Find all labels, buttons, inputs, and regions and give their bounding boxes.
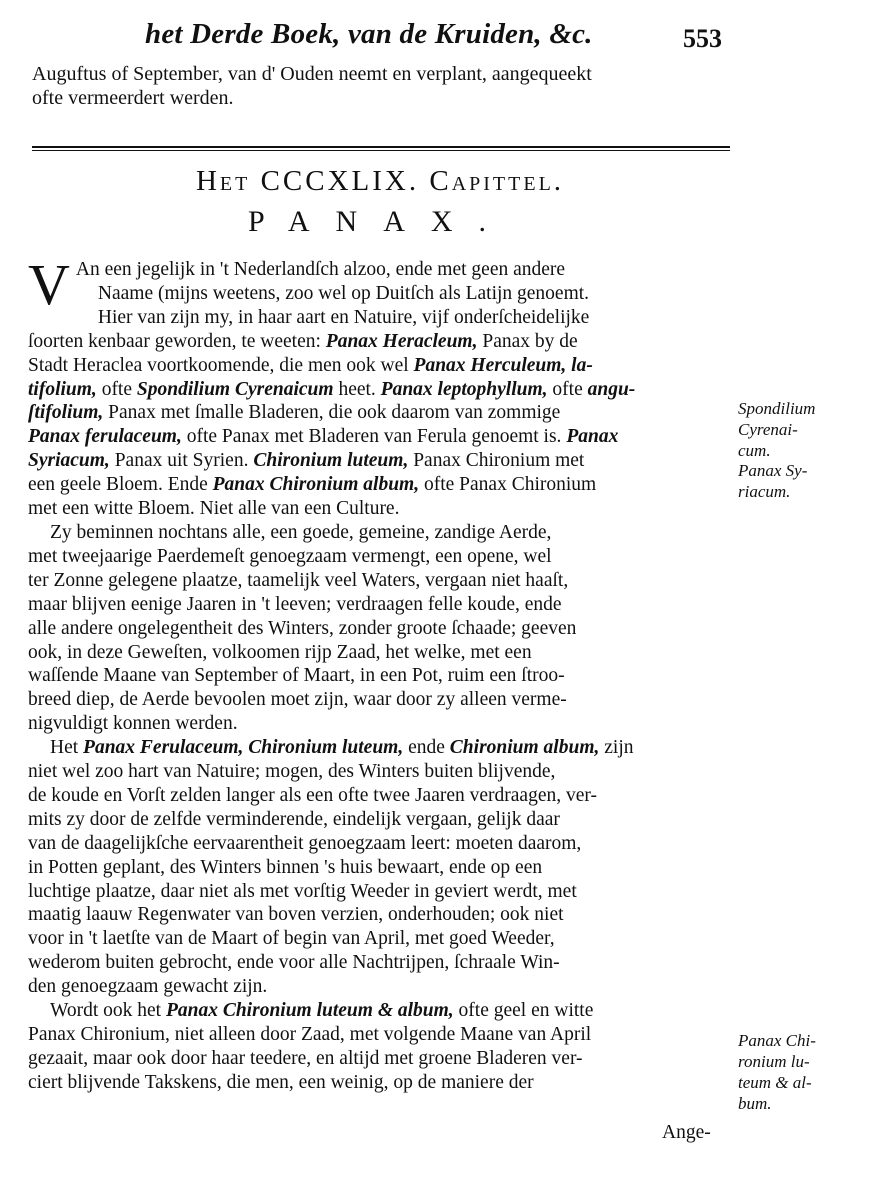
text-line: Naame (mijns weetens, zoo wel op Duitſch als Latijn genoemt. <box>97 282 590 304</box>
latin-name: Panax Chironium luteum & album, <box>165 1000 454 1022</box>
margin-note-line: Panax Chi- <box>738 1031 816 1050</box>
text-line: voor in 't laetſte van de Maart of begin van April, met goed Weeder, <box>28 928 555 950</box>
margin-note-line: bum. <box>738 1094 772 1113</box>
margin-note-chironium <box>738 1030 868 1114</box>
text-line: Syriacum, Panax uit Syrien. Chironium luteum, Panax Chironium met <box>28 450 585 472</box>
text-line: breed diep, de Aerde bevoolen moet zijn, waar door zy alleen verme- <box>28 689 567 711</box>
margin-note-line: Spondilium <box>738 399 816 418</box>
catchword: Ange- <box>662 1122 711 1143</box>
latin-name: Chironium luteum, <box>253 450 409 472</box>
margin-note-line: cum. <box>738 441 771 460</box>
latin-name: Panax Heracleum, <box>325 330 478 352</box>
latin-name: Spondilium Cyrenaicum <box>136 378 334 400</box>
page-number: 553 <box>683 24 722 53</box>
text-line: met tweejaarige Paerdemeſt genoegzaam vermengt, een opene, wel <box>28 545 552 567</box>
latin-name: ſtifolium, <box>28 402 104 424</box>
text-line: van de daagelijkſche eervaarentheit genoegzaam leert: moeten daarom, <box>28 832 582 854</box>
latin-name: Panax Ferulaceum, Chironium luteum, <box>83 737 404 759</box>
margin-note-line: Panax Sy- <box>738 461 808 480</box>
margin-note-line: ronium lu- <box>738 1052 810 1071</box>
text-line: ſoorten kenbaar geworden, te weeten: Panax Heracleum, Panax by de <box>28 330 578 352</box>
text-line: alle andere ongelegentheit des Winters, zonder groote ſchaade; geeven <box>28 617 577 639</box>
text-line: Zy beminnen nochtans alle, een goede, gemeine, zandige Aerde, <box>50 521 552 543</box>
margin-note-spondilium <box>738 398 868 461</box>
text-line: luchtige plaatze, daar niet als met vorſtig Weeder in geviert werdt, met <box>28 880 577 902</box>
text-line: tifolium, ofte Spondilium Cyrenaicum heet. Panax leptophyllum, ofte angu- <box>28 378 636 400</box>
text-line: Stadt Heraclea voortkoomende, die men ook wel Panax Herculeum, la- <box>28 354 593 376</box>
latin-name: Panax Chironium album, <box>212 474 420 496</box>
text-line: den genoegzaam gewacht zijn. <box>28 976 268 998</box>
carryover-line: ofte vermeerdert werden. <box>32 87 234 109</box>
text-line: met een witte Bloem. Niet alle van een Culture. <box>28 498 400 520</box>
text-line: Panax Chironium, niet alleen door Zaad, met volgende Maane van April <box>28 1024 592 1045</box>
drop-cap: V <box>28 252 70 317</box>
text-line: mits zy door de zelfde verminderende, eindelijk vergaan, gelijk daar <box>28 808 560 830</box>
text-line: Panax ferulaceum, ofte Panax met Bladeren van Ferula genoemt is. Panax <box>28 426 619 448</box>
text-line: Hier van zijn my, in haar aart en Natuire, vijf onderſcheidelijke <box>97 306 590 328</box>
carryover-line: Auguftus of September, van d' Ouden neemt en verplant, aangequeekt <box>32 63 592 85</box>
carryover-text <box>32 62 732 110</box>
text-line: ook, in deze Geweſten, volkoomen rijp Zaad, het welke, met een <box>28 641 532 663</box>
divider-rule <box>32 146 730 148</box>
divider-rule-thin <box>32 150 730 151</box>
text-line: in Potten geplant, des Winters binnen 's huis bewaart, ende op een <box>28 856 543 878</box>
margin-note-line: Cyrenai- <box>738 420 798 439</box>
latin-name: tifolium, <box>28 378 97 400</box>
text-line: niet wel zoo hart van Natuire; mogen, des Winters buiten blijvende, <box>28 761 556 783</box>
margin-note-line: teum & al- <box>738 1073 812 1092</box>
latin-name: Chironium album, <box>449 737 600 759</box>
latin-name: Panax Herculeum, la- <box>413 354 593 376</box>
latin-name: Panax <box>566 426 619 448</box>
chapter-heading: Het CCCXLIX. Capittel. <box>195 165 565 197</box>
text-line: An een jegelijk in 't Nederlandſch alzoo, ende met geen andere <box>75 259 566 280</box>
text-line: ter Zonne gelegene plaatze, taamelijk veel Waters, vergaan niet haaſt, <box>28 569 569 591</box>
margin-note-line: riacum. <box>738 482 791 501</box>
text-line: Wordt ook het Panax Chironium luteum & album, ofte geel en witte <box>50 1000 594 1022</box>
latin-name: Syriacum, <box>28 450 110 472</box>
text-line: de koude en Vorſt zelden langer als een ofte twee Jaaren verdraagen, ver- <box>28 784 597 806</box>
running-header <box>145 18 745 58</box>
text-line: ſtifolium, Panax met ſmalle Bladeren, die ook daarom van zommige <box>28 402 561 424</box>
margin-note-syriacum <box>738 460 868 502</box>
text-line: maar blijven eenige Jaaren in 't leeven; verdraagen felle koude, ende <box>28 593 562 615</box>
text-line: ciert blijvende Takskens, die men, een weinig, op de maniere der <box>28 1071 534 1093</box>
text-line: een geele Bloem. Ende Panax Chironium album, ofte Panax Chironium <box>28 474 597 496</box>
text-line: nigvuldigt konnen werden. <box>28 713 238 735</box>
text-line: Het Panax Ferulaceum, Chironium luteum, ende Chironium album, zijn <box>50 737 634 759</box>
latin-name: Panax leptophyllum, <box>380 378 548 400</box>
text-line: gezaait, maar ook door haar teedere, en altijd met groene Bladeren ver- <box>28 1047 583 1069</box>
chapter-title: PANAX. <box>247 205 513 238</box>
latin-name: Panax ferulaceum, <box>28 426 182 448</box>
running-title: het Derde Boek, van de Kruiden, &c. <box>145 18 593 50</box>
text-line: waſſende Maane van September of Maart, in een Pot, ruim een ſtroo- <box>28 665 565 687</box>
text-line: wederom buiten gebrocht, ende voor alle Nachtrijpen, ſchraale Win- <box>28 952 560 974</box>
body-text <box>28 252 733 1095</box>
text-line: maatig laauw Regenwater van boven verzien, onderhouden; ook niet <box>28 904 564 926</box>
latin-name: angu- <box>587 378 636 400</box>
